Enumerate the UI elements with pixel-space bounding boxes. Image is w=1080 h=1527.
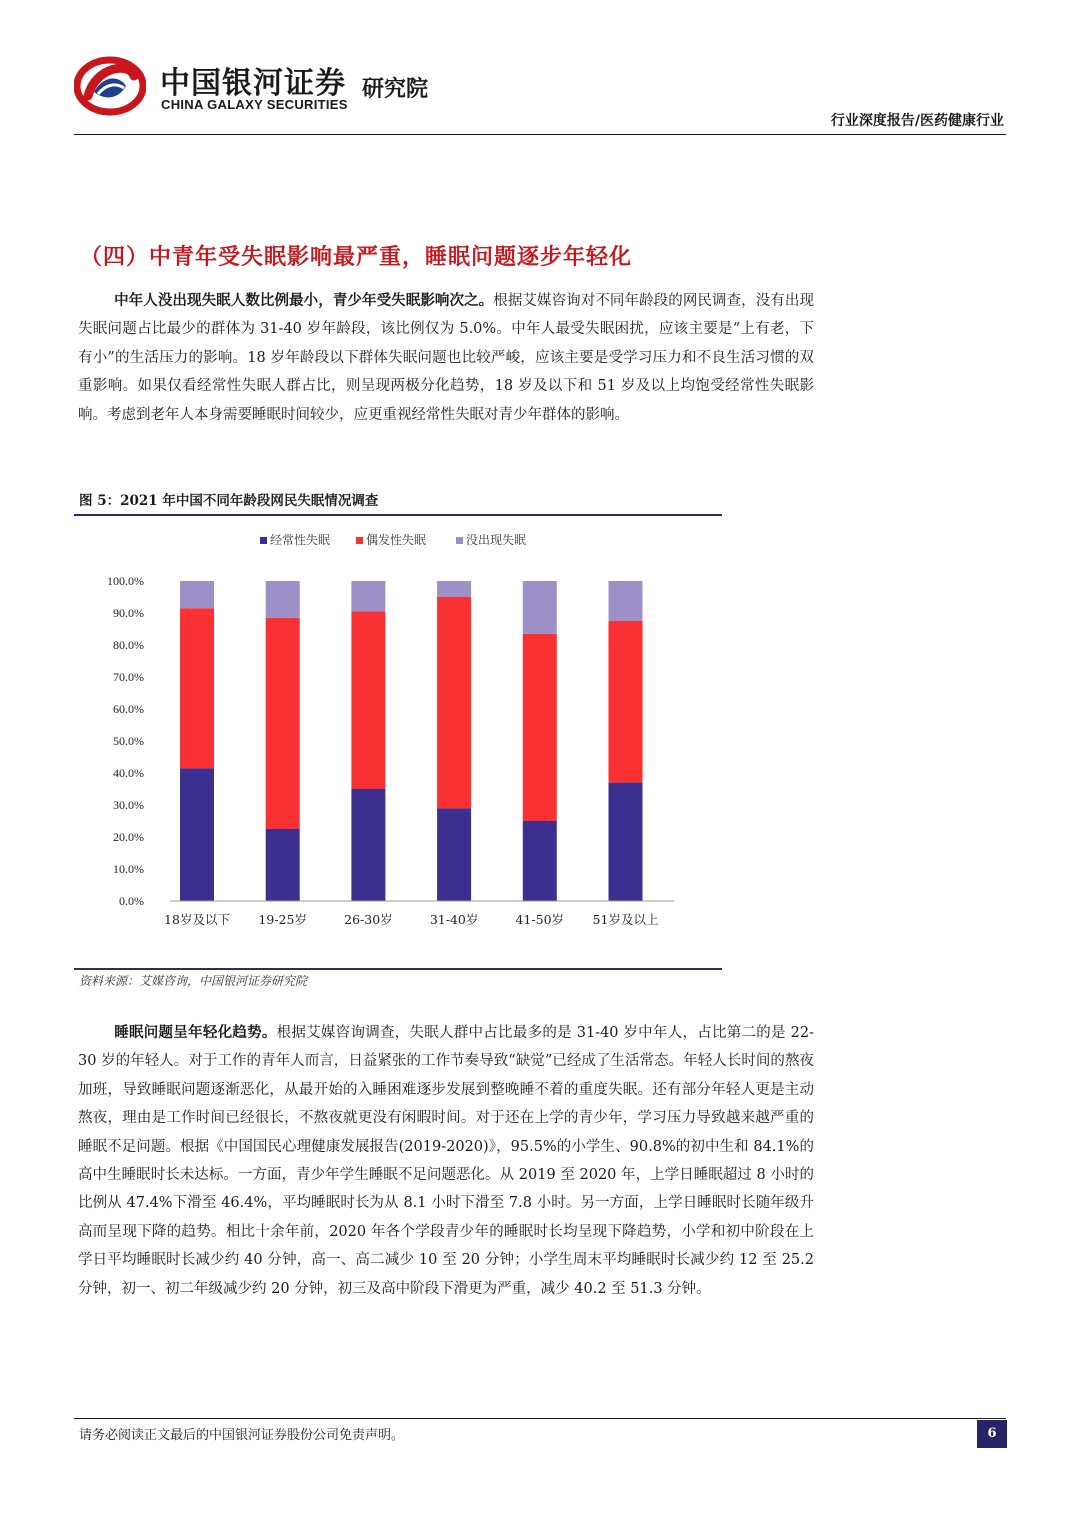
y-tick-label: 30.0% (113, 798, 144, 812)
chart-bars (180, 581, 643, 901)
company-logo-icon (74, 52, 146, 116)
institute-label: 研究院 (362, 77, 429, 102)
paragraph-2-text: 根据艾媒咨询调查，失眠人群中占比最多的是 31-40 岁中年人，占比第二的是 22-30 岁的年轻人。对于工作的青年人而言，日益紧张的工作节奏导致“缺觉”已经成了生活常态。年轻人长时间的熬夜加班，导致睡眠问题逐渐恶化，从最开始的入睡困难逐步发展到整晚睡不着的重度失眠。还有部分年轻人更是主动熬夜，理由是工作时间已经很长，不熬夜就更没有闲暇时间。对于还在上学的青少年，学习压力导致越来越严重的睡眠不足问题。根据《中国国民心理健康发展报告(2019-2020)》，95.5%的小学生、90.8%的初中生和 84.1%的高中生睡眠时长未达标。一方面，青少年学生睡眠不足问题恶化。从 2019 至 2020 年，上学日睡眠超过 8 小时的比例从 47.4%下滑至 46.4%，平均睡眠时长为从 8.1 小时下滑至 7.8 小时。另一方面，上学日睡眠时长随年级升高而呈现下降的趋势。相比十余年前，2020 年各个学段青少年的睡眠时长均呈现下降趋势，小学和初中阶段在上学日平均睡眠时长减少约 40 分钟，高一、高二减少 10 至 20 分钟；小学生周末平均睡眠时长减少约 12 至 25.2 分钟，初一、初二年级减少约 20 分钟，初三及高中阶段下滑更为严重，减少 40.2 至 51.3 分钟。 (78, 1025, 814, 1297)
bar-segment-5-2 (609, 581, 643, 621)
figure-top-rule (74, 514, 722, 516)
chart-x-axis (164, 901, 674, 927)
bar-segment-4-1 (523, 634, 557, 821)
paragraph-1 (78, 287, 814, 429)
bar-segment-0-1 (180, 608, 214, 768)
chart-legend (260, 532, 526, 547)
x-tick-label: 31-40岁 (429, 912, 479, 927)
y-tick-label: 70.0% (113, 670, 144, 684)
figure-bottom-rule (74, 968, 722, 970)
chart-y-axis (107, 574, 144, 908)
bar-segment-4-0 (523, 821, 557, 901)
y-tick-label: 20.0% (113, 830, 144, 844)
bar-segment-2-0 (351, 789, 385, 901)
x-tick-label: 51岁及以上 (592, 912, 659, 927)
legend-swatch-2 (456, 537, 463, 544)
y-tick-label: 0.0% (119, 894, 144, 908)
bar-segment-3-0 (437, 808, 471, 901)
footer-divider (74, 1418, 1006, 1419)
y-tick-label: 100.0% (107, 574, 144, 588)
bar-segment-1-2 (266, 581, 300, 618)
y-tick-label: 40.0% (113, 766, 144, 780)
bar-segment-5-0 (609, 783, 643, 901)
bar-segment-0-2 (180, 581, 214, 608)
bar-segment-1-0 (266, 829, 300, 901)
bar-segment-0-0 (180, 768, 214, 901)
bar-segment-3-1 (437, 597, 471, 808)
x-tick-label: 18岁及以下 (164, 912, 230, 927)
paragraph-1-text: 根据艾媒咨询对不同年龄段的网民调查，没有出现失眠问题占比最少的群体为 31-40 岁年龄段，该比例仅为 5.0%。中年人最受失眠困扰，应该主要是“上有老，下有小”的生活压力的影响。18 岁年龄段以下群体失眠问题也比较严峻，应该主要是受学习压力和不良生活习惯的双重影响。如果仅看经常性失眠人群占比，则呈现两极分化趋势，18 岁及以下和 51 岁及以上均饱受经常性失眠影响。考虑到老年人本身需要睡眠时间较少，应更重视经常性失眠对青少年群体的影响。 (78, 293, 814, 423)
bar-segment-2-1 (351, 611, 385, 789)
bar-segment-1-1 (266, 618, 300, 829)
paragraph-1-lead: 中年人没出现失眠人数比例最小，青少年受失眠影响次之。 (114, 292, 494, 309)
section-title: （四）中青年受失眠影响最严重，睡眠问题逐步年轻化 (80, 245, 633, 270)
bar-segment-3-2 (437, 581, 471, 597)
legend-label-1: 偶发性失眠 (366, 533, 427, 547)
page-number: 6 (977, 1420, 1007, 1448)
x-tick-label: 41-50岁 (515, 912, 565, 927)
paragraph-2 (78, 1019, 814, 1303)
bar-segment-2-2 (351, 581, 385, 611)
y-tick-label: 50.0% (113, 734, 144, 748)
figure-caption: 图 5：2021 年中国不同年龄段网民失眠情况调查 (79, 493, 379, 509)
logo-chinese-name: 中国银河证券 (160, 66, 346, 101)
legend-swatch-0 (260, 537, 267, 544)
header-divider (74, 134, 1006, 135)
report-type-label: 行业深度报告/医药健康行业 (830, 113, 1004, 129)
y-tick-label: 80.0% (113, 638, 144, 652)
y-tick-label: 10.0% (113, 862, 144, 876)
footer-disclaimer: 请务必阅读正文最后的中国银河证券股份公司免责声明。 (79, 1428, 405, 1443)
y-tick-label: 90.0% (113, 606, 144, 620)
figure-source: 资料来源：艾媒咨询，中国银河证券研究院 (79, 974, 308, 988)
legend-label-0: 经常性失眠 (270, 533, 331, 547)
logo-english-name: CHINA GALAXY SECURITIES (161, 97, 348, 112)
paragraph-2-lead: 睡眠问题呈年轻化趋势。 (114, 1024, 277, 1041)
bar-segment-4-2 (523, 581, 557, 634)
legend-label-2: 没出现失眠 (466, 533, 527, 547)
x-tick-label: 19-25岁 (258, 912, 307, 927)
bar-segment-5-1 (609, 621, 643, 783)
y-tick-label: 60.0% (113, 702, 144, 716)
x-tick-label: 26-30岁 (344, 912, 393, 927)
stacked-bar-chart (74, 520, 722, 965)
legend-swatch-1 (356, 537, 363, 544)
